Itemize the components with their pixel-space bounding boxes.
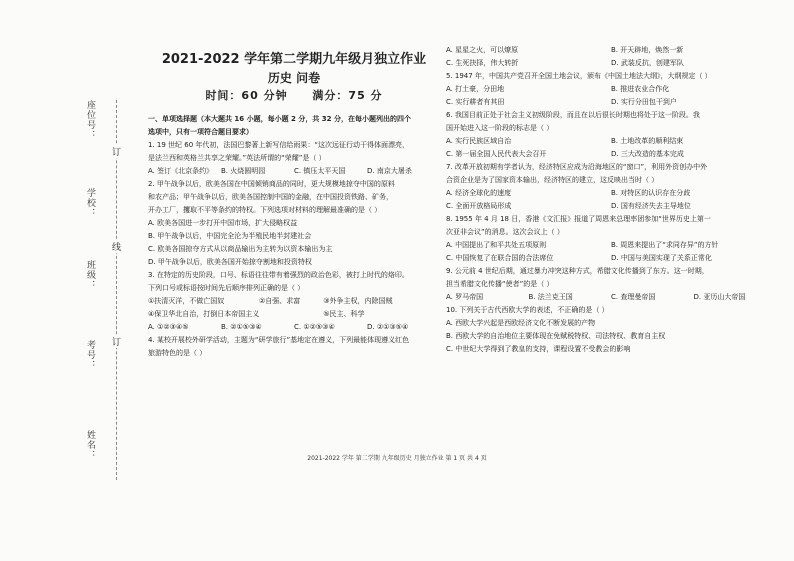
exam-subtitle: 历史 问卷 <box>267 71 321 85</box>
q9-option-d: D. 亚历山大帝国 <box>693 293 746 301</box>
q4-option-d: D. 武装反抗，创建军队 <box>611 59 684 67</box>
q3-slogan-3: ③外争主权，内除国贼 <box>323 297 393 305</box>
question-6 <box>446 109 776 161</box>
q2-line-3: 开办工厂，攫取不平等条约的特权。下列选项对材料的理解最准确的是（ ） <box>148 206 382 214</box>
q7-line-1: 7. 改革开放初期有学者认为，经济特区应成为沿海地区的“窗口”，利用外资创办中外 <box>446 163 708 171</box>
q9-option-a: A. 罗马帝国 <box>446 293 484 301</box>
name-label: 姓名： <box>85 430 95 460</box>
q6-line-1: 6. 我国目前正处于社会主义初级阶段，而且在以后很长时期也将处于这一阶段。我 <box>446 111 700 119</box>
q3-line-2: 下列口号或标语按时间先后顺序排列正确的是（ ） <box>148 284 305 292</box>
q3-option-b: B. ②①⑤③④ <box>221 323 262 331</box>
q4-line-1: 4. 某校开展校外研学活动，主题为“研学旅行”基地定在遵义，下列最能体现遵义红色 <box>148 336 410 344</box>
q9-line-1: 9. 公元前 4 世纪后期，通过暴力冲突这种方式，希腊文化传播到了东方。这一时期， <box>446 267 709 275</box>
q10-option-b: B. 西欧大学的自治地位主要体现在免赋税特权、司法特权、教育自主权 <box>446 332 666 340</box>
school-label: 学校： <box>85 188 95 218</box>
binding-word-ding-2: 订 <box>110 337 120 346</box>
q3-option-d: D. ②①③⑤④ <box>367 323 409 331</box>
question-7 <box>446 161 776 213</box>
q1-line-2: 是法兰西和英格兰共享之荣耀。”英法所谓的“荣耀”是（ ） <box>148 154 326 162</box>
q3-slogan-2: ②自强、求富 <box>258 297 301 305</box>
q3-slogan-1: ①扶清灭洋，不做亡国奴 <box>148 297 225 305</box>
section-heading-line-2: 选项中，只有一项符合题目要求） <box>148 128 253 136</box>
binding-word-xian: 线 <box>110 242 120 251</box>
q8-line-1: 8. 1955 年 4 月 18 日，香港《文汇报》报道了周恩来总理率团参加“世界历史上第一 <box>446 215 711 223</box>
q6-option-d: D. 三大改造的基本完成 <box>611 150 684 158</box>
q7-options-row-1 <box>446 187 776 200</box>
q10-line-1: 10. 下列关于古代西欧大学的表述，不正确的是（ ） <box>446 306 609 314</box>
q3-option-a: A. ①②③④⑤ <box>148 323 189 331</box>
section-heading <box>148 113 440 139</box>
q9-line-2: 担当希腊文化传播“使者”的是（ ） <box>446 280 554 288</box>
q2-line-2: 和农产品；甲午战争以后，欧美各国控制中国的金融，在中国投资铁路、矿务， <box>148 193 393 201</box>
q6-option-c: C. 第一届全国人民代表大会召开 <box>446 150 547 158</box>
q6-options-row-1 <box>446 135 776 148</box>
question-1 <box>148 139 440 178</box>
q2-option-a: A. 欧美各国进一步打开中国市场，扩大侵略权益 <box>148 219 298 227</box>
q1-option-d: D. 南京大屠杀 <box>367 167 412 175</box>
question-5 <box>446 70 776 109</box>
question-2 <box>148 178 440 269</box>
q3-slogans-row-2 <box>148 308 440 321</box>
q4-option-b: B. 开天辟地，焕然一新 <box>611 46 684 54</box>
q5-option-c: C. 实行耕者有其田 <box>446 98 505 106</box>
binding-strip <box>76 100 136 480</box>
q4-options-row-1 <box>446 44 776 57</box>
q2-option-d: D. 甲午战争以后，欧美各国开始掠夺割地和投资特权 <box>148 258 312 266</box>
q3-slogan-5: ⑤民主、科学 <box>323 310 365 318</box>
q9-option-b: B. 法兰克王国 <box>528 293 573 301</box>
q8-options-row-2 <box>446 252 776 265</box>
q8-option-c: C. 中国恢复了在联合国的合法席位 <box>446 254 554 262</box>
exam-score: 满分：75 分 <box>312 89 383 102</box>
class-label: 班级： <box>85 260 95 290</box>
q3-line-1: 3. 在特定的历史阶段，口号、标语往往带有着强烈的政治色彩，被打上时代的烙印。 <box>148 271 409 279</box>
q6-line-2: 国开始进入这一阶段的标志是（ ） <box>446 124 554 132</box>
q1-line-1: 1. 19 世纪 60 年代初，法国巴黎著上新写信给雨果：“这次远征行动干得体面漂亮， <box>148 141 410 149</box>
q6-option-b: B. 土地改革的顺利结束 <box>611 137 684 145</box>
exam-meta <box>148 87 440 103</box>
q3-option-c: C. ①②⑤③④ <box>294 323 335 331</box>
q1-option-a: A. 签订《北京条约》 <box>148 167 214 175</box>
q10-option-c: C. 中世纪大学得到了教皇的支持，课程设置不受教会的影响 <box>446 345 631 353</box>
q7-line-2: 合资企业是为了国家资本输出，经济特区的建立，这反映出当时（ ） <box>446 176 659 184</box>
q5-option-a: A. 打土豪，分田地 <box>446 85 505 93</box>
q7-option-c: C. 全面开放格局形成 <box>446 202 512 210</box>
q5-line-1: 5. 1947 年，中国共产党召开全国土地会议，颁布《中国土地法大纲》，大纲规定（ ） <box>446 72 712 80</box>
question-10 <box>446 304 776 356</box>
q8-option-b: B. 周恩来提出了“求同存异”的方针 <box>611 241 719 249</box>
question-4 <box>148 334 440 360</box>
q9-option-c: C. 查理曼帝国 <box>611 293 656 301</box>
q5-option-b: B. 推进农业合作化 <box>611 85 670 93</box>
seat-number-label: 座位号： <box>85 100 95 140</box>
q3-options <box>148 321 440 334</box>
q8-options-row-1 <box>446 239 776 252</box>
binding-word-ding: 订 <box>110 147 120 156</box>
q6-options-row-2 <box>446 148 776 161</box>
q8-option-d: D. 中国与美国实现了关系正常化 <box>611 254 712 262</box>
q5-option-d: D. 实行分田包干到户 <box>611 98 677 106</box>
q2-line-1: 2. 甲午战争以后，欧美各国在中国倾销商品的同时，更大规模地掠夺中国的原料 <box>148 180 395 188</box>
q4-option-c: C. 生死抉择，伟大转折 <box>446 59 519 67</box>
q5-options-row-2 <box>446 96 776 109</box>
q1-option-c: C. 镇压太平天国 <box>294 167 346 175</box>
page-footer: 2021-2022 学年 第二学期 九年级历史 月独立作业 第 1 页 共 4 页 <box>307 455 487 462</box>
q4-options-row-2 <box>446 57 776 70</box>
q6-option-a: A. 实行民族区域自治 <box>446 137 512 145</box>
q4-option-a: A. 星星之火，可以燎原 <box>446 46 519 54</box>
q7-option-d: D. 国有经济失去主导地位 <box>611 202 691 210</box>
q3-slogan-4: ④保卫华北自治，打倒日本帝国主义 <box>148 310 260 318</box>
q1-option-b: B. 火烧圆明园 <box>221 167 266 175</box>
q7-option-a: A. 经济全球化的速度 <box>446 189 512 197</box>
q2-option-b: B. 甲午战争以后，中国完全沦为半殖民地半封建社会 <box>148 232 312 240</box>
question-3 <box>148 269 440 334</box>
q8-line-2: 次亚非会议”的消息。这次会议上（ ） <box>446 228 564 236</box>
q9-options <box>446 291 776 304</box>
question-9 <box>446 265 776 304</box>
q8-option-a: A. 中国提出了和平共处五项原则 <box>446 241 547 249</box>
question-8 <box>446 213 776 265</box>
q5-options-row-1 <box>446 83 776 96</box>
section-heading-line-1: 一、单项选择题（本大题共 16 小题，每小题 2 分，共 32 分，在每小题列出的四个 <box>148 115 411 123</box>
q7-options-row-2 <box>446 200 776 213</box>
q10-option-a: A. 西欧大学兴起是西欧经济文化不断发展的产物 <box>446 319 596 327</box>
exam-title: 2021-2022 学年第二学期九年级月独立作业 <box>161 52 427 67</box>
q7-option-b: B. 对特区的认识存在分歧 <box>611 189 691 197</box>
q1-options <box>148 165 440 178</box>
exam-number-label: 考号： <box>85 340 95 370</box>
q2-option-c: C. 欧美各国掠夺方式从以商品输出为主转为以资本输出为主 <box>148 245 333 253</box>
right-column <box>446 44 776 356</box>
q4-line-2: 旅游特色的是（ ） <box>148 349 207 357</box>
left-column <box>148 44 440 360</box>
exam-time: 时间：60 分钟 <box>205 89 288 102</box>
q3-slogans-row-1 <box>148 295 440 308</box>
